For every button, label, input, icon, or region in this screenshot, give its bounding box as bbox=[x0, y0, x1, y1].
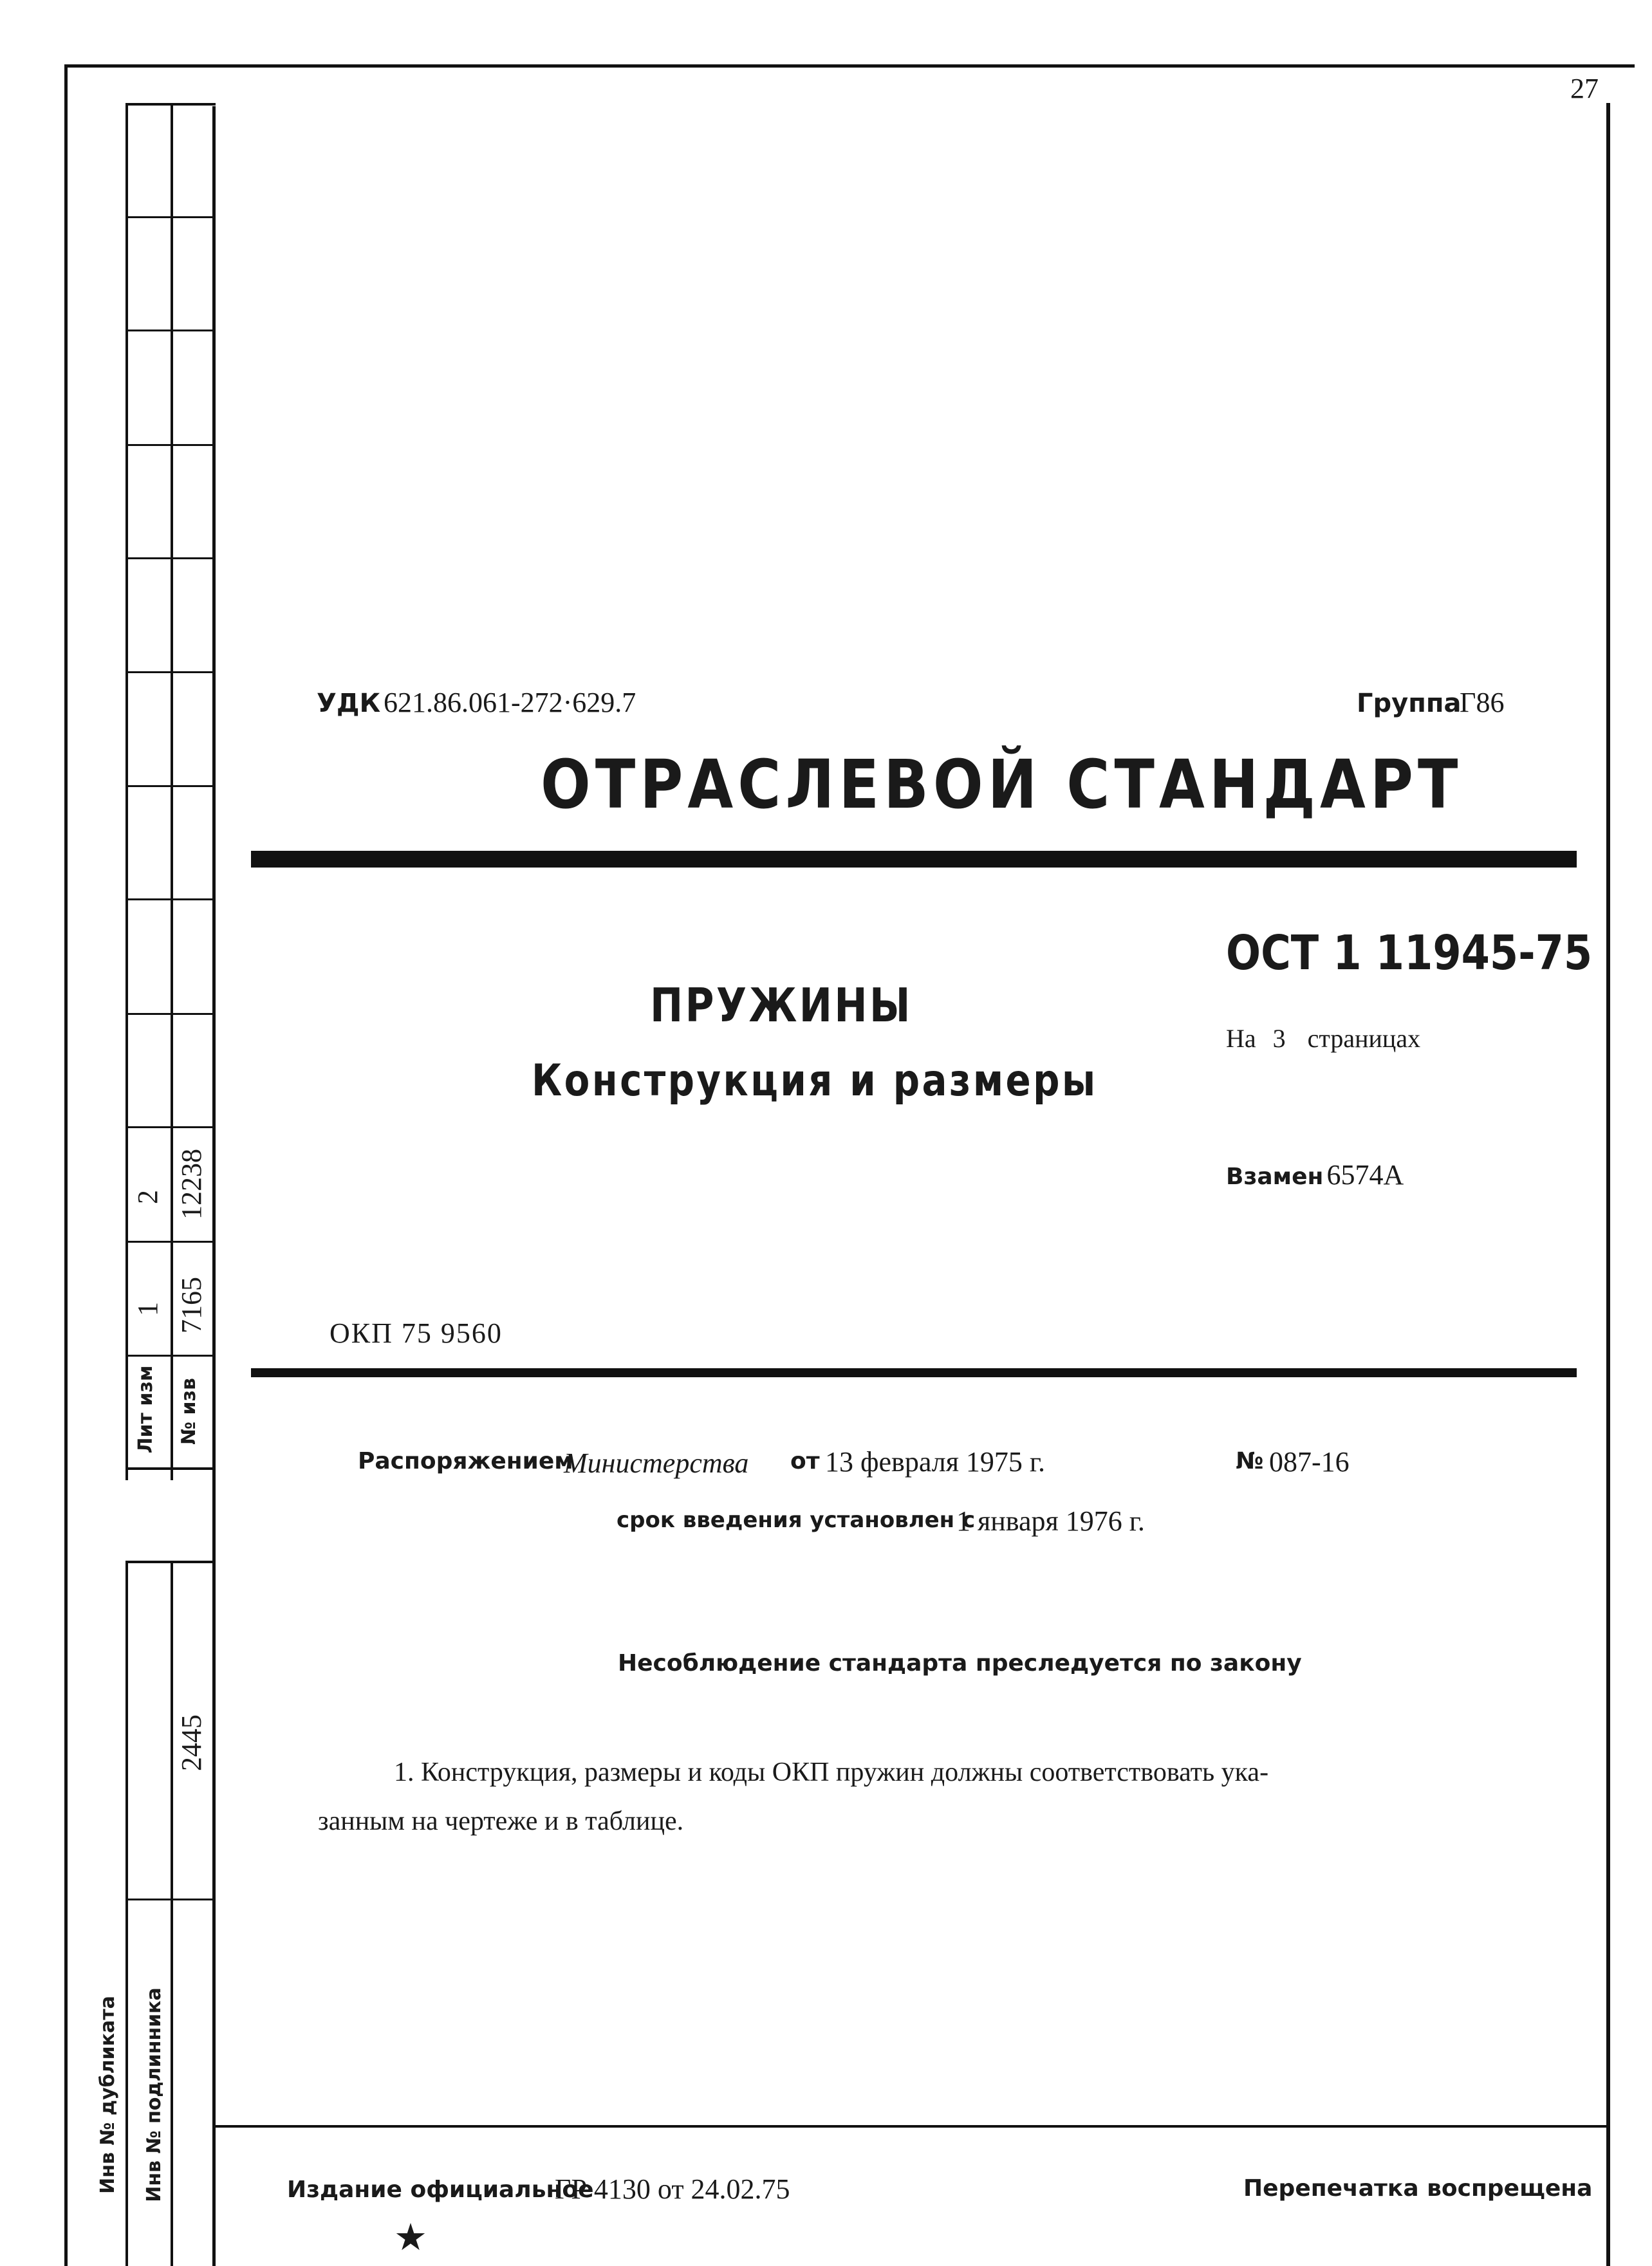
legal-warning: Несоблюдение стандарта преследуется по закону bbox=[618, 1650, 1302, 1676]
clause-1-line-1: 1. Конструкция, размеры и коды ОКП пружин должны соответствовать ука- bbox=[394, 1758, 1269, 1787]
udk-value: 621.86.061-272·629.7 bbox=[384, 687, 636, 718]
sidebar-izv-label: № изв bbox=[178, 1378, 200, 1445]
sidebar-row-line bbox=[125, 1467, 216, 1470]
sidebar-row-line bbox=[125, 898, 216, 900]
page-number: 27 bbox=[1570, 73, 1599, 104]
order-num-label: № bbox=[1236, 1448, 1264, 1474]
okp-rule bbox=[251, 1368, 1577, 1377]
header-rule bbox=[251, 851, 1577, 868]
sidebar-row-line bbox=[125, 557, 216, 559]
standard-number: ОСТ 1 11945-75 bbox=[1226, 925, 1593, 981]
sidebar-izv-value-12238: 12238 bbox=[176, 1149, 207, 1220]
sidebar-row-line bbox=[125, 671, 216, 673]
sidebar-lower-row-line bbox=[125, 1899, 216, 1900]
order-ministry: Министерства bbox=[564, 1447, 749, 1479]
sidebar-row-line bbox=[125, 1013, 216, 1015]
sidebar-orig-label: Инв № подлинника bbox=[143, 1987, 165, 2202]
pages-suffix: страницах bbox=[1307, 1024, 1421, 1053]
order-label: Распоряжением bbox=[358, 1448, 573, 1474]
product-subtitle: Конструкция и размеры bbox=[532, 1055, 1098, 1106]
sidebar-row-line bbox=[125, 444, 216, 446]
footer-gr: ГР 4130 от 24.02.75 bbox=[555, 2173, 790, 2205]
clause-1-line-2: занным на чертеже и в таблице. bbox=[318, 1806, 684, 1836]
footer-reprint: Перепечатка воспрещена bbox=[1243, 2175, 1593, 2202]
frame-inner-vertical bbox=[212, 106, 216, 2266]
sidebar-izv-value-7165: 7165 bbox=[176, 1277, 207, 1333]
sidebar-lower-mid-line bbox=[171, 1561, 173, 2266]
replaces-value: 6574А bbox=[1326, 1159, 1404, 1191]
sidebar-top-line bbox=[125, 103, 216, 106]
product-title: ПРУЖИНЫ bbox=[650, 978, 913, 1032]
sidebar-row-line bbox=[125, 216, 216, 218]
frame-left-line bbox=[64, 64, 68, 2266]
star-icon: ★ bbox=[394, 2215, 427, 2259]
sidebar-orig-value: 2445 bbox=[176, 1714, 207, 1771]
udk-label: УДК bbox=[317, 689, 381, 718]
group-label: Группа bbox=[1357, 689, 1462, 718]
sidebar-row-line bbox=[125, 1126, 216, 1128]
replaces bbox=[1226, 1158, 1404, 1191]
sidebar-left-line bbox=[125, 103, 128, 1480]
frame-right-line bbox=[1606, 103, 1610, 2266]
effective-date: 1 января 1976 г. bbox=[956, 1505, 1145, 1537]
sidebar-lower-top-line bbox=[125, 1561, 216, 1563]
pages-prefix: На bbox=[1226, 1024, 1256, 1053]
pages-info bbox=[1226, 1023, 1420, 1054]
order-from: от bbox=[790, 1448, 820, 1474]
sidebar-lit-value-1: 1 bbox=[132, 1302, 163, 1316]
effective-label: срок введения установлен с bbox=[617, 1507, 976, 1533]
footer-separator-line bbox=[212, 2125, 1610, 2128]
sidebar-row-line bbox=[125, 330, 216, 331]
pages-count: 3 bbox=[1272, 1024, 1286, 1053]
sidebar-lit-izm-label: Лит изм bbox=[135, 1365, 157, 1454]
replaces-label: Взамен bbox=[1226, 1164, 1324, 1190]
order-date: 13 февраля 1975 г. bbox=[825, 1446, 1046, 1478]
order-num-value: 087-16 bbox=[1269, 1446, 1350, 1478]
footer-edition-label: Издание официальное bbox=[287, 2177, 594, 2203]
okp-code: ОКП 75 9560 bbox=[329, 1317, 503, 1349]
sidebar-lit-value-2: 2 bbox=[132, 1190, 163, 1204]
frame-top-line bbox=[64, 64, 1635, 68]
sidebar-dup-label: Инв № дубликата bbox=[97, 1996, 119, 2194]
group-value: Г86 bbox=[1460, 687, 1505, 718]
sidebar-lower-left-line bbox=[125, 1561, 128, 2266]
sidebar-row-line bbox=[125, 785, 216, 787]
header-title: ОТРАСЛЕВОЙ СТАНДАРТ bbox=[541, 745, 1463, 824]
